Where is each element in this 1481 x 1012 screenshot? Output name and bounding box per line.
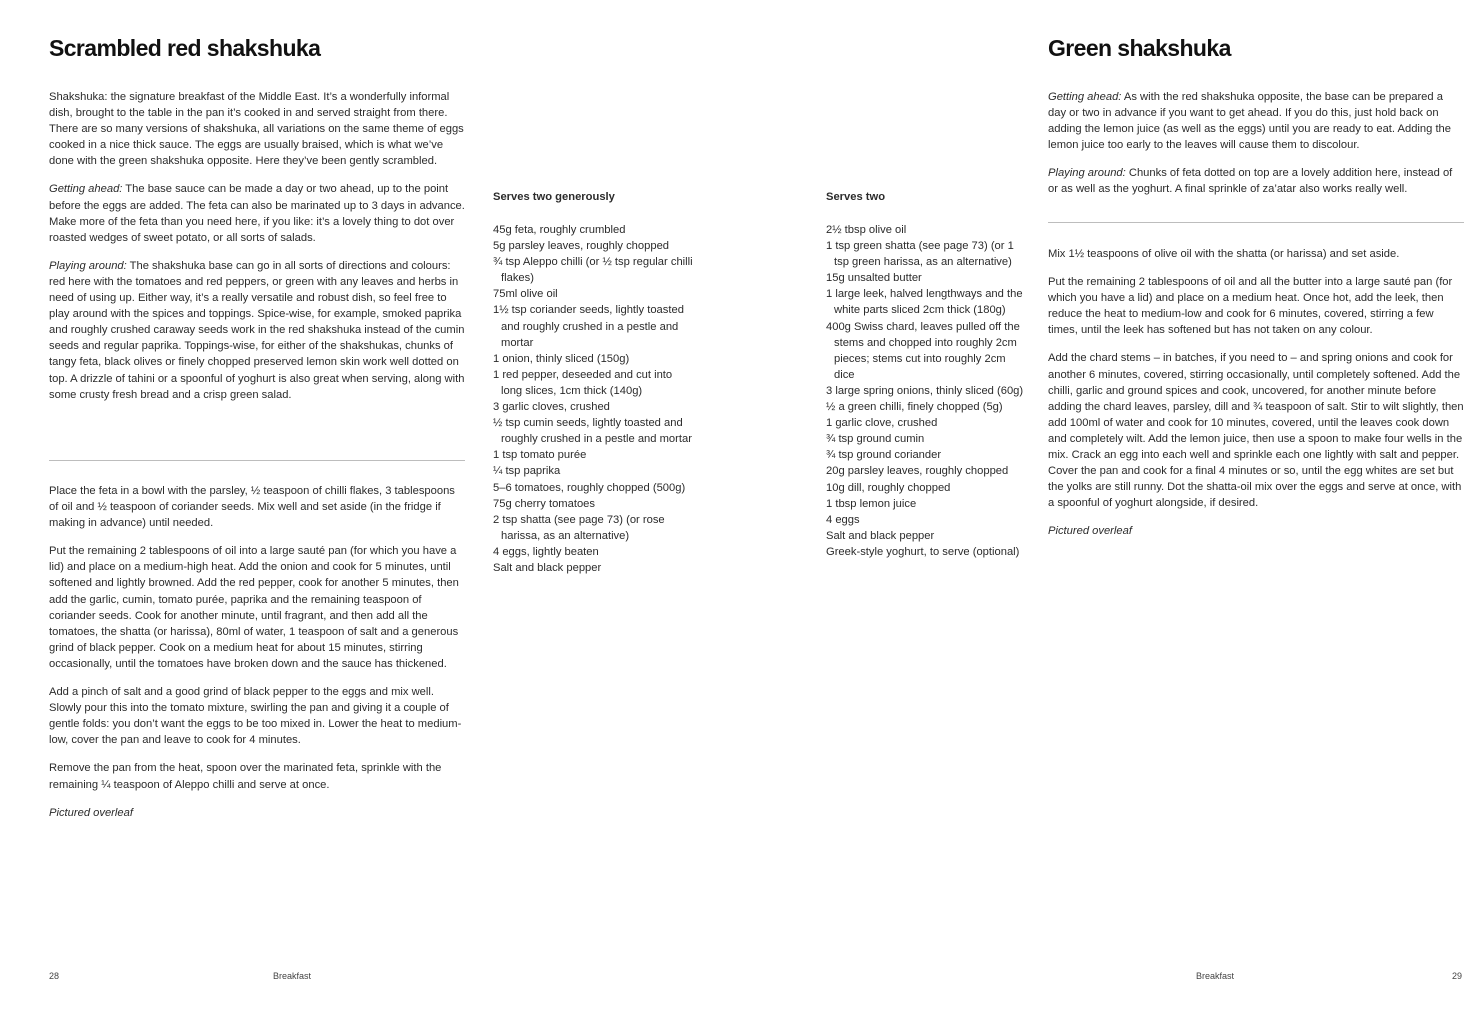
ingredient-item: 1½ tsp coriander seeds, lightly toasted and roughly crushed in a pestle and mortar xyxy=(493,304,684,349)
ingredient-item: 2 tsp shatta (see page 73) (or rose harissa, as an alternative) xyxy=(493,513,665,542)
page-number-left: 28 xyxy=(49,971,60,981)
ingredient-item: 3 garlic cloves, crushed xyxy=(493,401,610,414)
method-step: Add the chard stems – in batches, if you need to – and spring onions and cook for another 6 minutes, covered, stirring occasionally, until completely softened. Add the chilli, garlic and ground spices and cook, uncovered, for another minute before adding the chard leaves, parsley, dill and ¾ teaspoon of salt. Stir to wilt slightly, then add 100ml of water and cook for 10 minutes, covered, until the leaves cook down and completely wilt. Add the lemon juice, then use a spoon to make four wells in the mix. Crack an egg into each well and sprinkle each one lightly with salt and pepper. Cover the pan and cook for a final 4 minutes or so, until the egg whites are set but the yolks are still runny. Dot the shatta-oil mix over the eggs and serve at once, with a spoonful of yoghurt alongside, if desired. xyxy=(1048,352,1464,510)
playing-around-label: Playing around: xyxy=(1048,167,1126,180)
method-step: Add a pinch of salt and a good grind of black pepper to the eggs and mix well. Slowly pour this into the tomato mixture, swirling the pan and giving it a couple of gentle folds: you don’t want the eggs to be too mixed in. Lower the heat to medium-low, cover the pan and leave to cook for 4 minutes. xyxy=(49,686,462,747)
ingredient-item: ¾ tsp ground cumin xyxy=(826,433,925,446)
section-name-right: Breakfast xyxy=(1196,971,1235,981)
ingredient-item: 20g parsley leaves, roughly chopped xyxy=(826,465,1009,478)
ingredient-item: 4 eggs xyxy=(826,513,860,526)
method-step: Place the feta in a bowl with the parsley, ½ teaspoon of chilli flakes, 3 tablespoons of oil and ½ teaspoon of coriander seeds. Mix well and set aside (in the fridge if making in advance) until needed. xyxy=(49,485,455,530)
green-shakshuka-ingredients-list xyxy=(826,222,1026,560)
pictured-overleaf-note xyxy=(1048,523,1464,539)
getting-ahead-label: Getting ahead: xyxy=(1048,91,1122,103)
playing-around-text: Chunks of feta dotted on top are a lovely addition here, instead of or as well as the yoghurt. A final sprinkle of za’atar also works really well. xyxy=(1048,167,1453,196)
ingredient-item: 1 onion, thinly sliced (150g) xyxy=(493,352,630,365)
playing-around-paragraph xyxy=(1048,165,1464,197)
section-name-left: Breakfast xyxy=(273,971,312,981)
ingredient-item: 2½ tbsp olive oil xyxy=(826,224,907,236)
ingredient-item: 45g feta, roughly crumbled xyxy=(493,224,626,236)
ingredient-item: ½ tsp cumin seeds, lightly toasted and roughly crushed in a pestle and mortar xyxy=(493,417,692,446)
method-step: Put the remaining 2 tablespoons of oil and all the butter into a large sauté pan (for which you have a lid) and place on a medium heat. Once hot, add the leek, then reduce the heat to medium-low and cook for 6 minutes, covered, stirring a few times, until the leek has softened but has not taken on any colour. xyxy=(1048,276,1453,337)
ingredient-item: 1 tsp green shatta (see page 73) (or 1 tsp green harissa, as an alternative) xyxy=(826,240,1014,269)
getting-ahead-paragraph xyxy=(49,181,465,245)
ingredient-item: Salt and black pepper xyxy=(826,529,935,542)
method-step: Put the remaining 2 tablespoons of oil into a large sauté pan (for which you have a lid) and place on a medium-high heat. Add the onion and cook for 5 minutes, until softened and lightly browned. Add the red pepper, cook for another 5 minutes, then add the garlic, cumin, tomato purée, paprika and the remaining teaspoon of coriander seeds. Cook for another minute, until fragrant, and then add all the tomatoes, the shatta (or harissa), 80ml of water, 1 teaspoon of salt and a generous grind of black pepper. Cook on a medium heat for about 15 minutes, stirring occasionally, until the tomatoes have broken down and the sauce has thickened. xyxy=(49,545,459,670)
ingredient-item: 4 eggs, lightly beaten xyxy=(493,545,599,558)
ingredient-item: 1 red pepper, deseeded and cut into long slices, 1cm thick (140g) xyxy=(493,368,673,397)
method-step: Mix 1½ teaspoons of olive oil with the shatta (or harissa) and set aside. xyxy=(1048,248,1400,260)
serves-heading: Serves two generously xyxy=(493,191,615,203)
pictured-overleaf-text: Pictured overleaf xyxy=(1048,525,1132,538)
ingredient-item: 1 tbsp lemon juice xyxy=(826,497,917,510)
green-shakshuka-intro-section xyxy=(1048,89,1464,198)
ingredient-item: 1 large leek, halved lengthways and the white parts sliced 2cm thick (180g) xyxy=(826,288,1023,317)
playing-around-text: The shakshuka base can go in all sorts of directions and colours: red here with the tomatoes and red peppers, or green with any leaves and herbs in need of using up. Either way, it’s a really versatile and robust dish, so feel free to play around with the spices and toppings. Spice-wise, for example, smoked paprika and roughly crushed caraway seeds work in the red shakshuka instead of the cumin seeds and regular paprika. Toppings-wise, for either of the shakshukas, chunks of tangy feta, black olives or finely chopped preserved lemon skin work well dotted on top. A drizzle of tahini or a spoonful of yoghurt is also great when serving, along with some crusty fresh bread and a crisp green salad. xyxy=(49,259,465,401)
ingredient-item: ½ a green chilli, finely chopped (5g) xyxy=(826,401,1003,414)
section-divider xyxy=(1048,222,1464,223)
getting-ahead-text: The base sauce can be made a day or two ahead, up to the point before the eggs are added. The feta can also be marinated up to 3 days in advance. Make more of the feta than you need here, if you like: it’s a lovely thing to dot over roasted wedges of sweet potato, or all sorts of salads. xyxy=(49,183,465,244)
playing-around-paragraph xyxy=(49,258,465,403)
ingredient-item: 75g cherry tomatoes xyxy=(493,497,595,510)
ingredient-item: ¼ tsp paprika xyxy=(493,465,561,478)
ingredient-item: 1 garlic clove, crushed xyxy=(826,417,938,430)
recipe-title-red-shakshuka: Scrambled red shakshuka xyxy=(49,35,321,61)
ingredient-item: ¾ tsp ground coriander xyxy=(826,449,942,462)
ingredient-item: 15g unsalted butter xyxy=(826,272,922,285)
green-shakshuka-method xyxy=(1048,246,1464,540)
intro-paragraph: Shakshuka: the signature breakfast of the Middle East. It’s a wonderfully informal dish, brought to the table in the pan it’s cooked in and served straight from there. There are so many versions of shakshuka, all variations on the same theme of eggs cooked in a nice thick sauce. The eggs are usually braised, which is what we’ve done with the green shakshuka opposite. Here they’ve been gently scrambled. xyxy=(49,91,464,168)
method-step: Remove the pan from the heat, spoon over the marinated feta, sprinkle with the remaining ¼ teaspoon of Aleppo chilli and serve at once. xyxy=(49,762,442,791)
ingredient-item: 3 large spring onions, thinly sliced (60g) xyxy=(826,384,1024,397)
playing-around-label: Playing around: xyxy=(49,259,127,272)
getting-ahead-text: As with the red shakshuka opposite, the base can be prepared a day or two in advance if you want to get ahead. If you do this, just hold back on adding the lemon juice (as well as the eggs) until you are ready to eat. Adding the lemon juice too early to the leaves will cause them to discolour. xyxy=(1048,91,1452,152)
ingredient-item: Salt and black pepper xyxy=(493,561,602,574)
getting-ahead-paragraph xyxy=(1048,89,1464,153)
ingredient-item: 400g Swiss chard, leaves pulled off the stems and chopped into roughly 2cm pieces; stems cut into roughly 2cm dice xyxy=(826,320,1020,381)
red-shakshuka-ingredients-list xyxy=(493,222,693,576)
pictured-overleaf-note xyxy=(49,805,465,821)
ingredient-item: 5–6 tomatoes, roughly chopped (500g) xyxy=(493,481,686,494)
pictured-overleaf-text: Pictured overleaf xyxy=(49,806,133,819)
ingredient-item: 75ml olive oil xyxy=(493,288,558,301)
ingredient-item: 5g parsley leaves, roughly chopped xyxy=(493,240,670,253)
serves-heading: Serves two xyxy=(826,191,886,203)
section-divider xyxy=(49,460,465,461)
ingredient-item: Greek-style yoghurt, to serve (optional) xyxy=(826,545,1020,558)
ingredient-item: 1 tsp tomato purée xyxy=(493,449,587,462)
ingredient-item: ¾ tsp Aleppo chilli (or ½ tsp regular chilli flakes) xyxy=(493,256,693,285)
red-shakshuka-method xyxy=(49,483,465,821)
ingredient-item: 10g dill, roughly chopped xyxy=(826,481,951,494)
recipe-title-green-shakshuka: Green shakshuka xyxy=(1048,35,1231,61)
getting-ahead-label: Getting ahead: xyxy=(49,183,123,196)
red-shakshuka-intro-section xyxy=(49,89,465,403)
page-number-right: 29 xyxy=(1452,971,1463,981)
